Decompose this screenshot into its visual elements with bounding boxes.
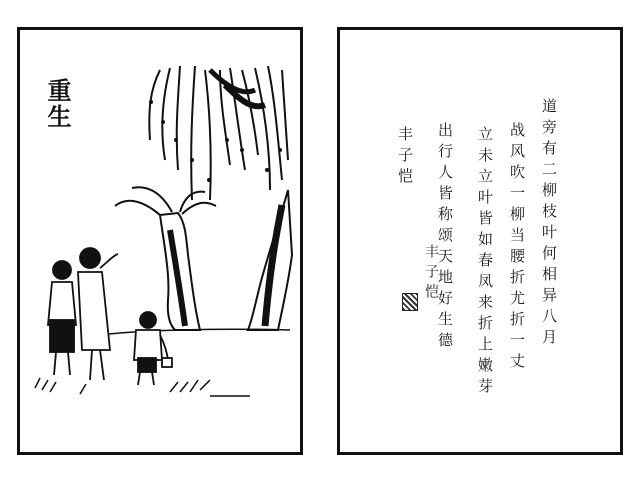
grass bbox=[35, 378, 250, 396]
family-figures bbox=[48, 248, 172, 385]
painting-title: 重生 bbox=[43, 78, 72, 130]
sprouting-tree bbox=[115, 187, 216, 330]
red-seal bbox=[402, 293, 418, 311]
tree-trunk bbox=[248, 190, 292, 330]
calligraphy-column-4: 出行人皆称颂天地好生德 bbox=[436, 122, 454, 353]
signature: 丰子恺 bbox=[423, 244, 439, 304]
calligraphy-column-2: 战风吹一柳当腰折尤折一丈 bbox=[508, 122, 526, 374]
calligraphy-column-3: 立未立叶皆如春凤来折上嫩芽 bbox=[476, 126, 494, 399]
ink-painting bbox=[20, 30, 300, 452]
calligraphy-column-5: 丰子恺 bbox=[396, 126, 414, 189]
painting-panel bbox=[17, 27, 303, 455]
calligraphy-column-1: 道旁有二柳枝叶何相异八月 bbox=[540, 98, 558, 350]
willow-branches bbox=[149, 66, 288, 200]
calligraphy-panel bbox=[337, 27, 623, 455]
